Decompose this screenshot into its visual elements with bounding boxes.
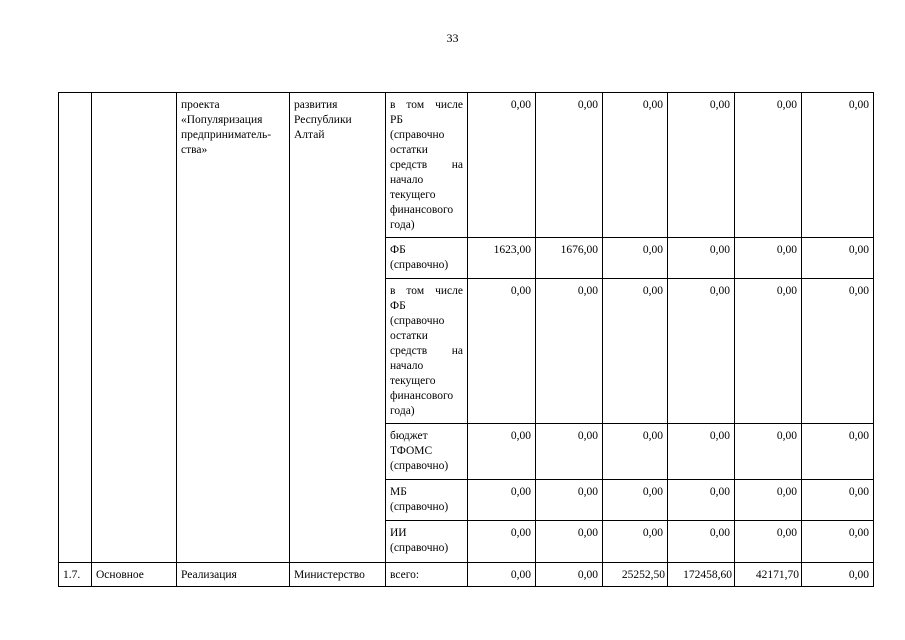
value-cell: 0,00 — [603, 93, 668, 238]
funding-source-cell — [386, 480, 468, 521]
value-cell: 0,00 — [668, 238, 735, 279]
value-cell: 0,00 — [603, 424, 668, 480]
value-cell: 0,00 — [536, 93, 603, 238]
source-line: текущего — [390, 375, 436, 387]
funding-source-cell — [386, 238, 468, 279]
funding-source-cell — [386, 93, 468, 238]
value-cell: 0,00 — [735, 238, 802, 279]
value-cell: 42171,70 — [735, 563, 802, 587]
value-cell: 0,00 — [603, 279, 668, 424]
value-cell: 0,00 — [802, 521, 874, 563]
value-cell: 1623,00 — [468, 238, 536, 279]
value-cell: 0,00 — [536, 521, 603, 563]
executor-cell: развития Республики Алтай — [290, 93, 386, 563]
type-cell — [92, 93, 177, 563]
source-line: остатки — [390, 330, 428, 342]
value-cell: 0,00 — [468, 563, 536, 587]
source-line: в том числе — [390, 99, 463, 111]
value-cell: 0,00 — [668, 521, 735, 563]
value-cell: 0,00 — [802, 480, 874, 521]
source-line: бюджет — [390, 430, 428, 442]
source-line: начало — [390, 360, 424, 372]
value-cell: 0,00 — [668, 480, 735, 521]
source-line: ТФОМС — [390, 445, 433, 457]
value-cell: 0,00 — [735, 424, 802, 480]
value-cell: 0,00 — [735, 279, 802, 424]
value-cell: 0,00 — [468, 521, 536, 563]
source-line: МБ — [390, 486, 407, 498]
table-row — [59, 93, 874, 238]
source-line: ИИ — [390, 527, 407, 539]
value-cell: 25252,50 — [603, 563, 668, 587]
source-line: (справочно) — [390, 460, 449, 472]
value-cell: 0,00 — [735, 93, 802, 238]
value-cell: 0,00 — [536, 563, 603, 587]
funding-source-cell — [386, 424, 468, 480]
value-cell: 0,00 — [668, 424, 735, 480]
executor-cell: Министерство — [290, 563, 386, 587]
source-line: начало — [390, 174, 424, 186]
project-name-cell: проекта «Популяризация предприниматель-ства» — [177, 93, 290, 563]
source-line: (справочно — [390, 129, 445, 141]
source-line: РБ — [390, 114, 403, 126]
budget-table — [58, 92, 874, 587]
value-cell: 0,00 — [468, 424, 536, 480]
value-cell: 0,00 — [802, 563, 874, 587]
source-line: средств на — [390, 345, 463, 357]
value-cell: 0,00 — [802, 279, 874, 424]
value-cell: 0,00 — [802, 238, 874, 279]
value-cell: 0,00 — [603, 238, 668, 279]
value-cell: 0,00 — [468, 93, 536, 238]
source-line: (справочно — [390, 315, 445, 327]
number-cell: 1.7. — [59, 563, 92, 587]
source-line: года) — [390, 405, 415, 417]
source-line: финансового — [390, 204, 454, 216]
value-cell: 0,00 — [668, 93, 735, 238]
table-row — [59, 563, 874, 587]
value-cell: 0,00 — [536, 279, 603, 424]
value-cell: 0,00 — [468, 480, 536, 521]
value-cell: 1676,00 — [536, 238, 603, 279]
value-cell: 0,00 — [802, 424, 874, 480]
source-line: финансового — [390, 390, 454, 402]
funding-source-cell — [386, 279, 468, 424]
source-line: средств на — [390, 159, 463, 171]
page-number: 33 — [446, 31, 459, 45]
value-cell: 0,00 — [802, 93, 874, 238]
source-line: года) — [390, 219, 415, 231]
value-cell: 172458,60 — [668, 563, 735, 587]
value-cell: 0,00 — [536, 424, 603, 480]
source-line: остатки — [390, 144, 428, 156]
source-line: (справочно) — [390, 542, 449, 554]
value-cell: 0,00 — [536, 480, 603, 521]
funding-source-cell: всего: — [386, 563, 468, 587]
value-cell: 0,00 — [668, 279, 735, 424]
project-name-cell: Реализация — [177, 563, 290, 587]
source-line: (справочно) — [390, 501, 449, 513]
number-cell — [59, 93, 92, 563]
source-line: ФБ — [390, 244, 406, 256]
source-line: в том числе — [390, 285, 463, 297]
value-cell: 0,00 — [603, 521, 668, 563]
value-cell: 0,00 — [735, 480, 802, 521]
source-line: ФБ — [390, 300, 406, 312]
source-line: текущего — [390, 189, 436, 201]
value-cell: 0,00 — [468, 279, 536, 424]
funding-source-cell — [386, 521, 468, 563]
value-cell: 0,00 — [735, 521, 802, 563]
type-cell: Основное — [92, 563, 177, 587]
source-line: (справочно) — [390, 259, 449, 271]
value-cell: 0,00 — [603, 480, 668, 521]
